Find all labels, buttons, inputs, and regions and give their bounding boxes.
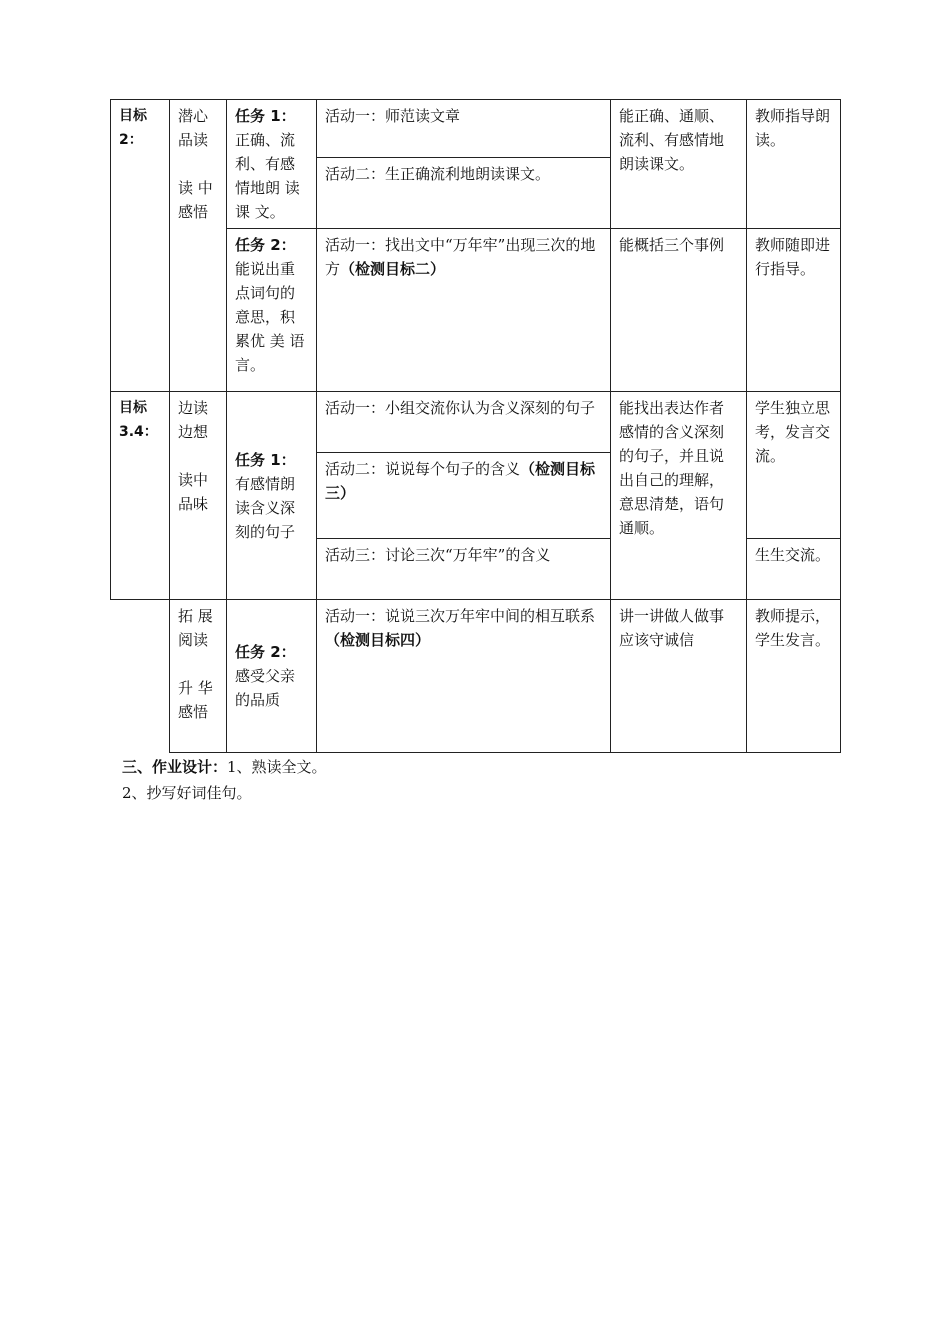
task-cell: 任务 1：正确、流利、有感情地朗 读 课 文。 — [227, 100, 317, 229]
teacher-cell: 生生交流。 — [747, 539, 841, 600]
homework-line-2 — [122, 780, 327, 806]
activity-cell: 活动二：生正确流利地朗读课文。 — [317, 157, 611, 228]
table-row — [111, 100, 841, 158]
stage-cell: 潜心 品读 读 中 感悟 — [170, 100, 227, 392]
stage-cell: 拓 展 阅读 升 华 感悟 — [170, 600, 227, 753]
homework-item: 1、熟读全文。 — [227, 758, 327, 776]
activity-cell: 活动二：说说每个句子的含义（检测目标三） — [317, 453, 611, 539]
homework-item: 2、抄写好词佳句。 — [122, 784, 252, 802]
lesson-plan-table — [110, 99, 841, 753]
outcome-cell: 能找出表达作者感情的含义深刻的句子，并且说出自己的理解，意思清楚，语句通顺。 — [611, 392, 747, 600]
outcome-cell: 能概括三个事例 — [611, 229, 747, 392]
goal-cell: 目标2： — [111, 100, 170, 392]
activity-cell: 活动一：找出文中“万年牢”出现三次的地方（检测目标二） — [317, 229, 611, 392]
task-cell: 任务 1：有感情朗读含义深刻的句子 — [227, 392, 317, 600]
teacher-cell: 教师随即进行指导。 — [747, 229, 841, 392]
outcome-cell: 能正确、通顺、流利、有感情地朗读课文。 — [611, 100, 747, 229]
table-row — [111, 600, 841, 753]
outcome-cell: 讲一讲做人做事应该守诚信 — [611, 600, 747, 753]
activity-cell: 活动一：师范读文章 — [317, 100, 611, 158]
table-row — [111, 392, 841, 453]
homework-heading: 三、作业设计： — [122, 758, 228, 776]
homework-line-1 — [122, 754, 327, 780]
activity-cell: 活动三：讨论三次“万年牢”的含义 — [317, 539, 611, 600]
activity-cell: 活动一：说说三次万年牢中间的相互联系（检测目标四） — [317, 600, 611, 753]
task-cell: 任务 2：感受父亲的品质 — [227, 600, 317, 753]
teacher-cell: 教师提示，学生发言。 — [747, 600, 841, 753]
goal-cell: 目标 3.4： — [111, 392, 170, 600]
activity-cell: 活动一：小组交流你认为含义深刻的句子 — [317, 392, 611, 453]
empty-goal-cell — [111, 600, 170, 753]
teacher-cell: 教师指导朗读。 — [747, 100, 841, 229]
homework-section — [122, 754, 327, 806]
task-cell: 任务 2：能说出重点词句的意思，积累优 美 语言。 — [227, 229, 317, 392]
stage-cell: 边读 边想 读中 品味 — [170, 392, 227, 600]
teacher-cell: 学生独立思考，发言交流。 — [747, 392, 841, 539]
